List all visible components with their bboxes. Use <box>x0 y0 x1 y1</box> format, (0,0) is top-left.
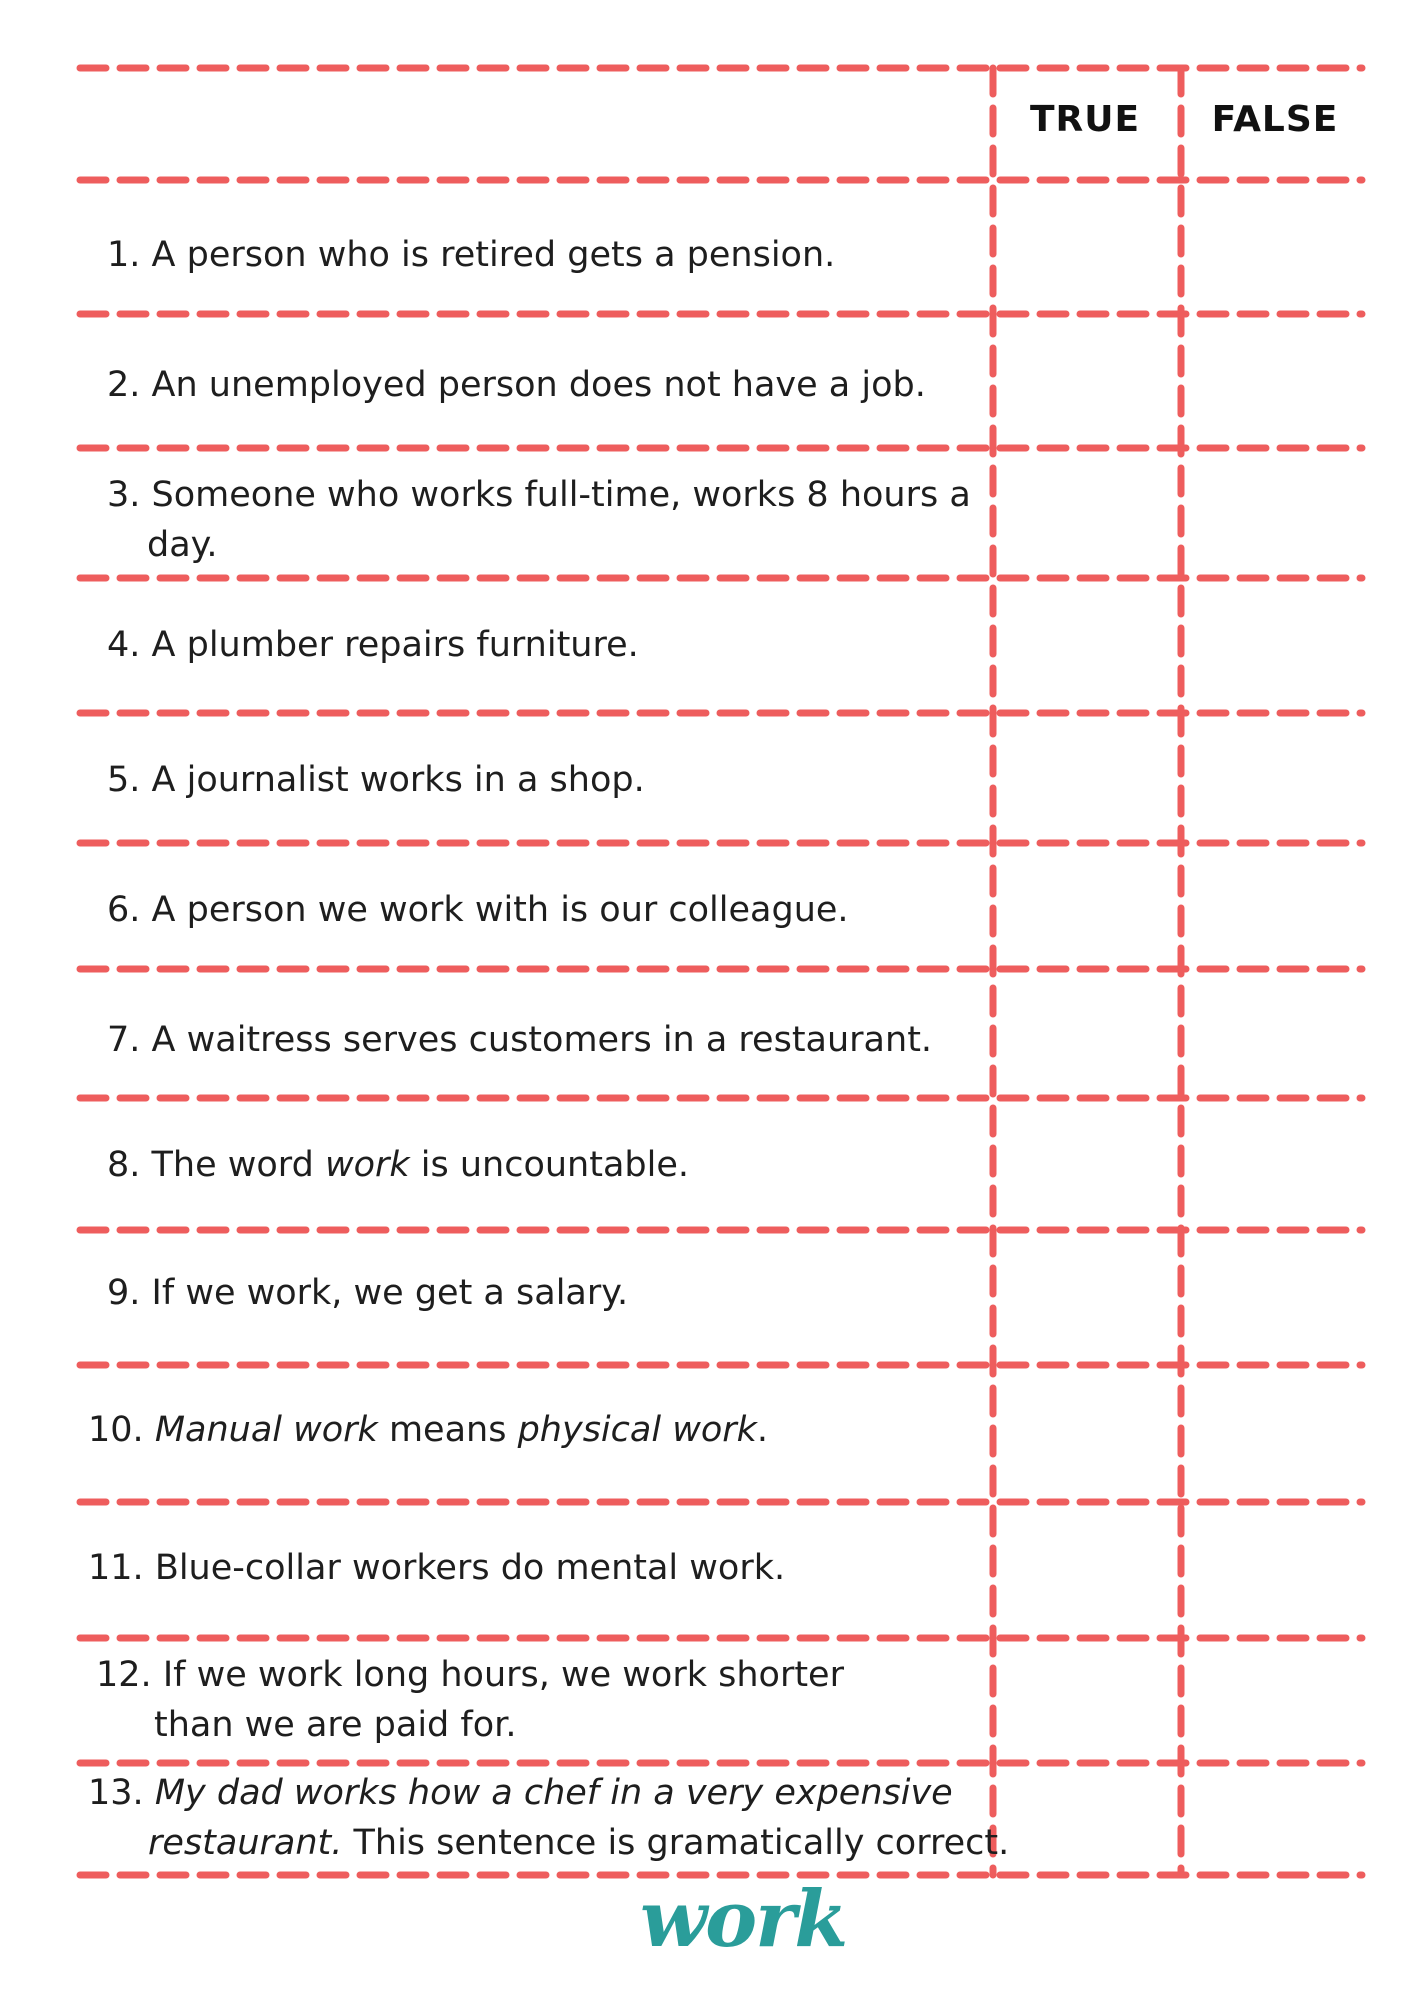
question-item <box>96 1650 844 1750</box>
italic-text: restaurant. <box>148 1823 343 1863</box>
answer-cell-true-3[interactable] <box>999 454 1175 572</box>
answer-cell-true-9[interactable] <box>999 1236 1175 1359</box>
answer-cell-true-2[interactable] <box>999 320 1175 442</box>
answer-cell-true-5[interactable] <box>999 719 1175 837</box>
question-number: 13. <box>88 1773 144 1813</box>
question-line <box>88 1410 768 1450</box>
question-number: 10. <box>88 1410 144 1450</box>
question-line <box>107 890 849 930</box>
answer-cell-false-1[interactable] <box>1187 186 1356 308</box>
answer-cell-false-2[interactable] <box>1187 320 1356 442</box>
answer-cell-true-12[interactable] <box>999 1644 1175 1757</box>
question-line <box>107 625 639 665</box>
question-text: A journalist works in a shop. <box>151 760 645 800</box>
question-line <box>107 1145 689 1185</box>
question-line <box>107 1273 628 1313</box>
question-item <box>107 1268 628 1318</box>
answer-cell-true-4[interactable] <box>999 584 1175 707</box>
question-text: A person we work with is our colleague. <box>151 890 849 930</box>
question-number: 2. <box>107 365 141 405</box>
question-number: 8. <box>107 1145 141 1185</box>
answer-cell-false-11[interactable] <box>1187 1508 1356 1632</box>
answer-cell-false-13[interactable] <box>1187 1769 1356 1869</box>
answer-cell-true-8[interactable] <box>999 1104 1175 1224</box>
answer-cell-true-11[interactable] <box>999 1508 1175 1632</box>
answer-cell-false-5[interactable] <box>1187 719 1356 837</box>
italic-text: My dad works how a chef in a very expensive <box>154 1773 953 1813</box>
question-number: 1. <box>107 235 141 275</box>
question-number: 5. <box>107 760 141 800</box>
question-line <box>88 1548 785 1588</box>
question-text: A plumber repairs furniture. <box>151 625 639 665</box>
question-item <box>107 755 645 805</box>
question-number: 4. <box>107 625 141 665</box>
answer-cell-false-12[interactable] <box>1187 1644 1356 1757</box>
question-text: is uncountable. <box>409 1145 690 1185</box>
question-text: Blue-collar workers do mental work. <box>154 1548 786 1588</box>
italic-text: Manual work <box>154 1410 378 1450</box>
answer-cell-true-1[interactable] <box>999 186 1175 308</box>
question-text: This sentence is gramatically correct. <box>342 1823 1010 1863</box>
answer-cell-true-6[interactable] <box>999 849 1175 963</box>
italic-text: work <box>324 1145 410 1185</box>
question-text: . <box>756 1410 769 1450</box>
question-number: 11. <box>88 1548 144 1588</box>
question-line <box>88 1773 953 1813</box>
question-text: A waitress serves customers in a restaurant. <box>151 1020 933 1060</box>
question-item <box>107 360 926 410</box>
answer-cell-false-9[interactable] <box>1187 1236 1356 1359</box>
italic-text: physical work <box>517 1410 757 1450</box>
question-number: 9. <box>107 1273 141 1313</box>
question-line <box>96 1655 844 1695</box>
question-number: 6. <box>107 890 141 930</box>
answer-cell-false-10[interactable] <box>1187 1371 1356 1496</box>
question-text: If we work, we get a salary. <box>151 1273 629 1313</box>
question-line <box>107 365 926 405</box>
answer-cell-true-10[interactable] <box>999 1371 1175 1496</box>
true-column-header: TRUE <box>1029 99 1141 140</box>
question-item <box>107 230 835 280</box>
question-line <box>107 235 835 275</box>
question-item <box>107 1015 932 1065</box>
question-line <box>107 1020 932 1060</box>
answer-cell-true-13[interactable] <box>999 1769 1175 1869</box>
question-line <box>107 475 971 515</box>
answer-cell-true-7[interactable] <box>999 975 1175 1092</box>
answer-cell-false-3[interactable] <box>1187 454 1356 572</box>
question-item <box>107 620 639 670</box>
question-continuation: than we are paid for. <box>154 1705 517 1745</box>
question-item <box>107 885 849 935</box>
question-number: 12. <box>96 1655 152 1695</box>
false-column-header: FALSE <box>1211 99 1339 140</box>
question-text: An unemployed person does not have a job. <box>151 365 926 405</box>
work-logo: work <box>640 1874 847 1965</box>
answer-cell-false-6[interactable] <box>1187 849 1356 963</box>
question-text: If we work long hours, we work shorter <box>162 1655 844 1695</box>
question-text: Someone who works full-time, works 8 hours a <box>151 475 971 515</box>
question-text: The word <box>151 1145 325 1185</box>
answer-cell-false-7[interactable] <box>1187 975 1356 1092</box>
question-item <box>88 1543 785 1593</box>
question-continuation: day. <box>147 525 218 565</box>
answer-cell-false-8[interactable] <box>1187 1104 1356 1224</box>
question-text: means <box>377 1410 518 1450</box>
question-item <box>107 470 971 570</box>
question-number: 3. <box>107 475 141 515</box>
question-item <box>88 1768 1009 1868</box>
question-item <box>88 1405 768 1455</box>
question-continuation <box>88 1818 1009 1868</box>
question-item <box>107 1140 689 1190</box>
question-text: A person who is retired gets a pension. <box>151 235 836 275</box>
question-number: 7. <box>107 1020 141 1060</box>
question-line <box>107 760 645 800</box>
answer-cell-false-4[interactable] <box>1187 584 1356 707</box>
